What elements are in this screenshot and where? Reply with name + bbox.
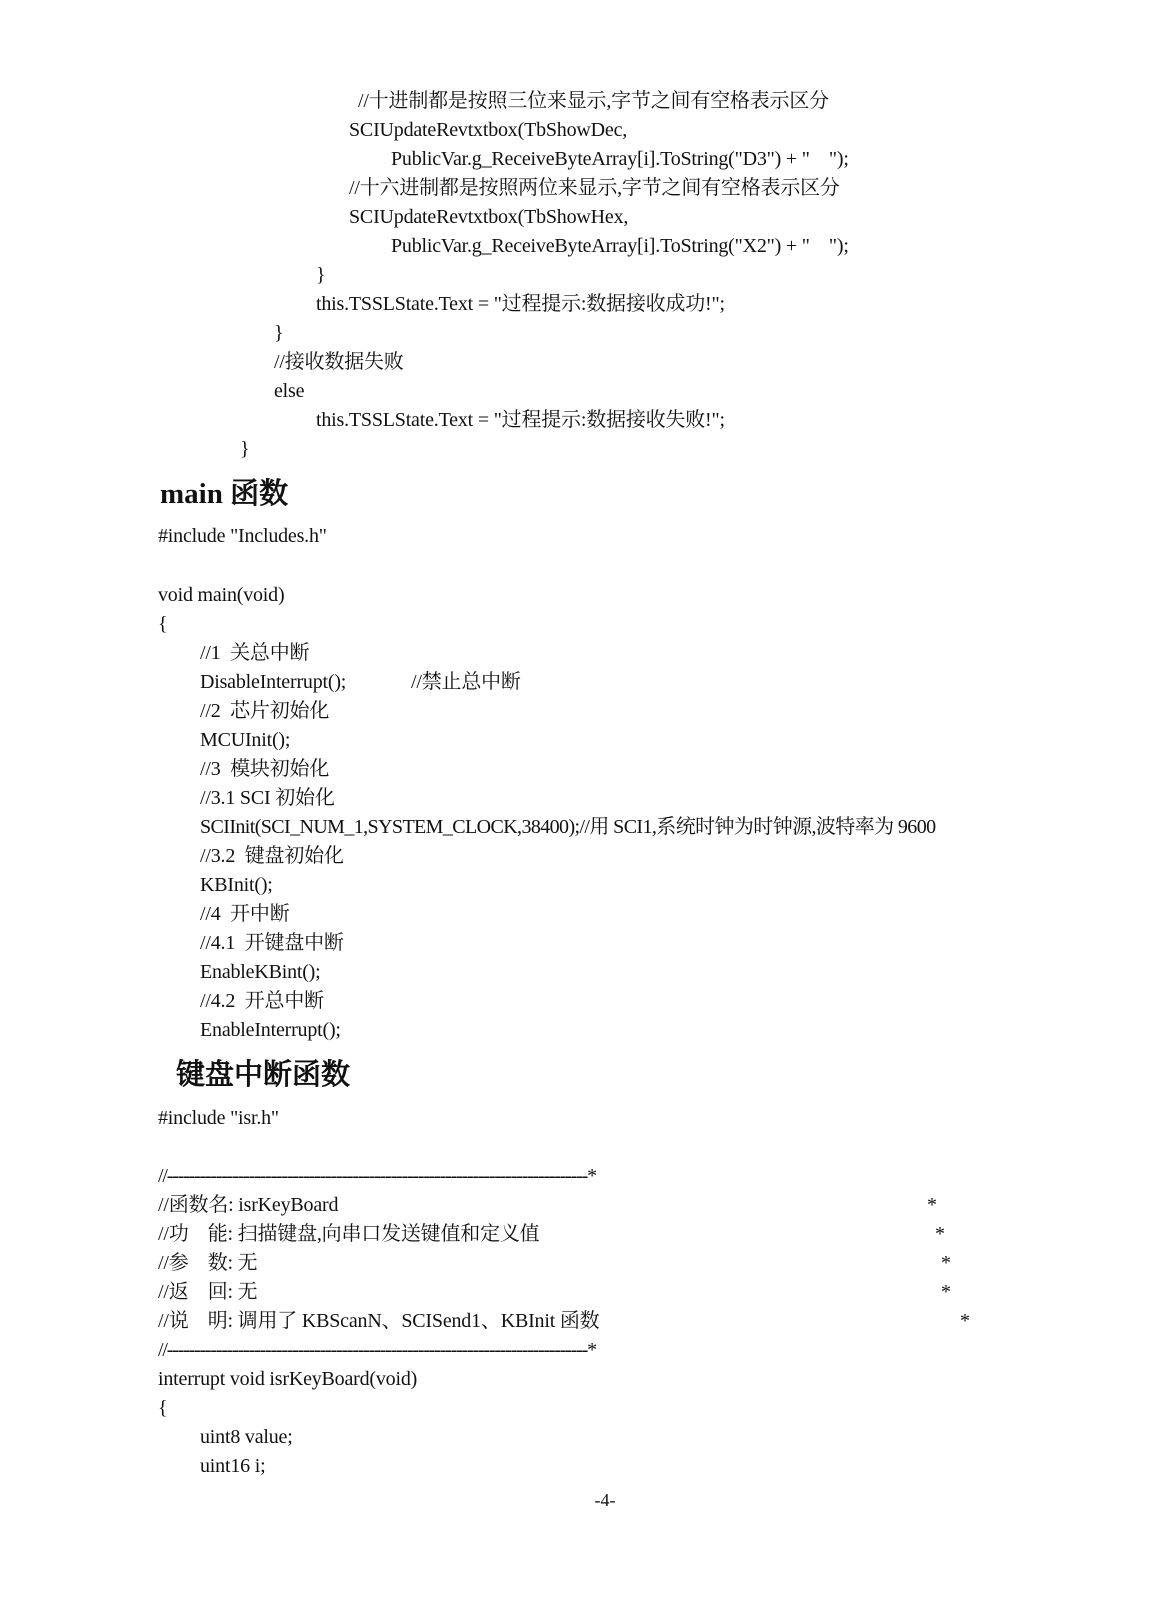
code-line: //参 数: 无 bbox=[158, 1252, 258, 1274]
comment-star: * bbox=[941, 1281, 951, 1303]
code-line: } bbox=[274, 322, 284, 344]
code-line: SCIUpdateRevtxtbox(TbShowDec, bbox=[349, 119, 628, 141]
code-line: //4.2 开总中断 bbox=[200, 990, 324, 1012]
code-line: void main(void) bbox=[158, 584, 285, 606]
code-line: uint16 i; bbox=[200, 1455, 266, 1477]
code-line: this.TSSLState.Text = "过程提示:数据接收失败!"; bbox=[316, 409, 725, 431]
code-line: { bbox=[158, 613, 168, 635]
comment-divider: //-----------------------------------------------------------------------------* bbox=[158, 1339, 596, 1361]
code-line: SCIUpdateRevtxtbox(TbShowHex, bbox=[349, 206, 629, 228]
code-line: //2 芯片初始化 bbox=[200, 700, 330, 722]
code-line: PublicVar.g_ReceiveByteArray[i].ToString("X2") + " "); bbox=[391, 235, 849, 257]
code-line: //4 开中断 bbox=[200, 903, 290, 925]
code-line: //1 关总中断 bbox=[200, 642, 310, 664]
page-number: -4- bbox=[594, 1490, 616, 1510]
code-line: #include "Includes.h" bbox=[158, 525, 327, 547]
code-line: KBInit(); bbox=[200, 874, 273, 896]
code-line: } bbox=[240, 438, 250, 460]
code-line: EnableInterrupt(); bbox=[200, 1019, 341, 1041]
comment-star: * bbox=[960, 1310, 970, 1332]
code-line: //返 回: 无 bbox=[158, 1281, 258, 1303]
code-line: //接收数据失败 bbox=[274, 351, 404, 373]
code-line: //功 能: 扫描键盘,向串口发送键值和定义值 bbox=[158, 1223, 540, 1245]
code-line: //说 明: 调用了 KBScanN、SCISend1、KBInit 函数 bbox=[158, 1310, 600, 1332]
code-line: interrupt void isrKeyBoard(void) bbox=[158, 1368, 418, 1390]
code-line: PublicVar.g_ReceiveByteArray[i].ToString("D3") + " "); bbox=[391, 148, 849, 170]
code-line: #include "isr.h" bbox=[158, 1107, 279, 1129]
comment-star: * bbox=[941, 1252, 951, 1274]
code-line: //函数名: isrKeyBoard bbox=[158, 1194, 339, 1216]
code-line: DisableInterrupt(); bbox=[200, 671, 347, 693]
code-line: //3.2 键盘初始化 bbox=[200, 845, 344, 867]
code-line: //4.1 开键盘中断 bbox=[200, 932, 344, 954]
code-line: this.TSSLState.Text = "过程提示:数据接收成功!"; bbox=[316, 293, 725, 315]
code-line: //十六进制都是按照两位来显示,字节之间有空格表示区分 bbox=[349, 177, 840, 199]
comment-star: * bbox=[927, 1194, 937, 1216]
comment-star: * bbox=[935, 1223, 945, 1245]
code-line: { bbox=[158, 1397, 168, 1419]
code-line: //十进制都是按照三位来显示,字节之间有空格表示区分 bbox=[358, 90, 829, 112]
code-line: } bbox=[316, 264, 326, 286]
code-line: uint8 value; bbox=[200, 1426, 293, 1448]
section-heading-isr: 键盘中断函数 bbox=[176, 1059, 351, 1091]
code-line: //3 模块初始化 bbox=[200, 758, 330, 780]
code-line: SCIInit(SCI_NUM_1,SYSTEM_CLOCK,38400);//用 SCI1,系统时钟为时钟源,波特率为 9600 bbox=[200, 816, 936, 838]
code-comment: //禁止总中断 bbox=[411, 671, 521, 693]
code-line: //3.1 SCI 初始化 bbox=[200, 787, 335, 809]
code-line: EnableKBint(); bbox=[200, 961, 321, 983]
code-line: else bbox=[274, 380, 305, 402]
code-line: MCUInit(); bbox=[200, 729, 291, 751]
comment-divider: //-----------------------------------------------------------------------------* bbox=[158, 1165, 596, 1187]
section-heading-main: main 函数 bbox=[160, 478, 289, 510]
